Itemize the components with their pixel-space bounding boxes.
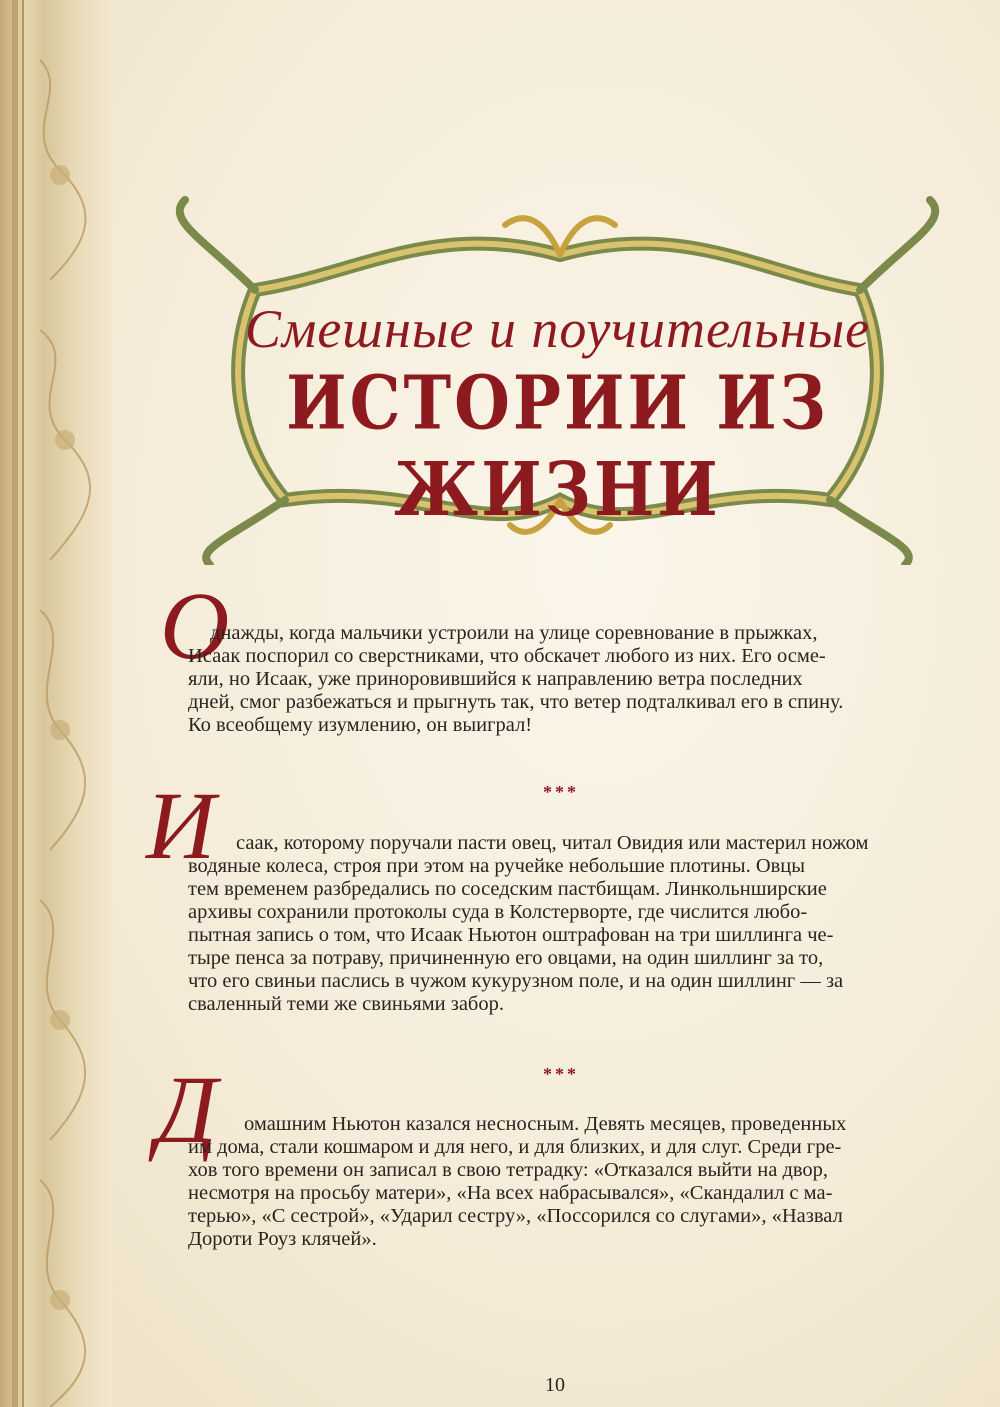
story-line: пытная запись о том, что Исаак Ньютон оштрафован на три шиллинга че- bbox=[188, 924, 834, 946]
story-line: Дороти Роуз клячей». bbox=[188, 1228, 377, 1250]
story-line: днажды, когда мальчики устроили на улице соревнование в прыжках, bbox=[210, 622, 818, 644]
story-line: архивы сохранили протоколы суда в Колстерворте, где числится любо- bbox=[188, 901, 808, 923]
story-line: терью», «С сестрой», «Ударил сестру», «Поссорился со слугами», «Назвал bbox=[188, 1205, 843, 1227]
story-paragraph bbox=[188, 832, 932, 1016]
story-line: им дома, стали кошмаром и для него, и для близких, и для слуг. Среди гре- bbox=[188, 1136, 842, 1158]
title-frame bbox=[165, 180, 950, 565]
story-line: что его свиньи паслись в чужом кукурузном поле, и на один шиллинг — за bbox=[188, 970, 844, 992]
page-number: 10 bbox=[545, 1374, 565, 1396]
story-line: дней, смог разбежаться и прыгнуть так, что ветер подталкивал его в спину. bbox=[188, 691, 844, 713]
section-separator: *** bbox=[543, 1064, 579, 1084]
story-paragraph bbox=[188, 1113, 932, 1251]
title-heading: ИСТОРИИ ИЗ ЖИЗНИ bbox=[286, 360, 829, 534]
story-line: тыре пенса за потраву, причиненную его овцами, на один шиллинг за то, bbox=[188, 947, 824, 969]
dropcap-letter: О bbox=[160, 572, 230, 679]
title-subheading: Смешные и поучительные bbox=[244, 299, 871, 359]
story-line: яли, но Исаак, уже приноровившийся к направлению ветра последних bbox=[188, 668, 803, 690]
story-line: омашним Ньютон казался несносным. Девять месяцев, проведенных bbox=[244, 1113, 847, 1135]
section-separator: *** bbox=[543, 782, 579, 802]
story-line: тем временем разбредались по соседским пастбищам. Линкольнширские bbox=[188, 878, 827, 900]
story-line: несмотря на просьбу матери», «На всех набрасывался», «Скандалил с ма- bbox=[188, 1182, 833, 1204]
story-paragraph bbox=[188, 622, 932, 737]
story-line: Ко всеобщему изумлению, он выиграл! bbox=[188, 714, 533, 736]
story-line: саак, которому поручали пасти овец, читал Овидия или мастерил ножом bbox=[236, 832, 869, 854]
dropcap-letter: Д bbox=[156, 1056, 218, 1163]
ornamental-left-border bbox=[0, 0, 112, 1407]
story-line: Исаак поспорил со сверстниками, что обскачет любого из них. Его осме- bbox=[188, 645, 826, 667]
dropcap-letter: И bbox=[146, 772, 216, 879]
story-line: сваленный теми же свиньями забор. bbox=[188, 993, 504, 1015]
story-line: хов того времени он записал в свою тетрадку: «Отказался выйти на двор, bbox=[188, 1159, 829, 1181]
floral-ornament-icon bbox=[0, 0, 112, 1407]
story-line: водяные колеса, строя при этом на ручейке небольшие плотины. Овцы bbox=[188, 855, 806, 877]
